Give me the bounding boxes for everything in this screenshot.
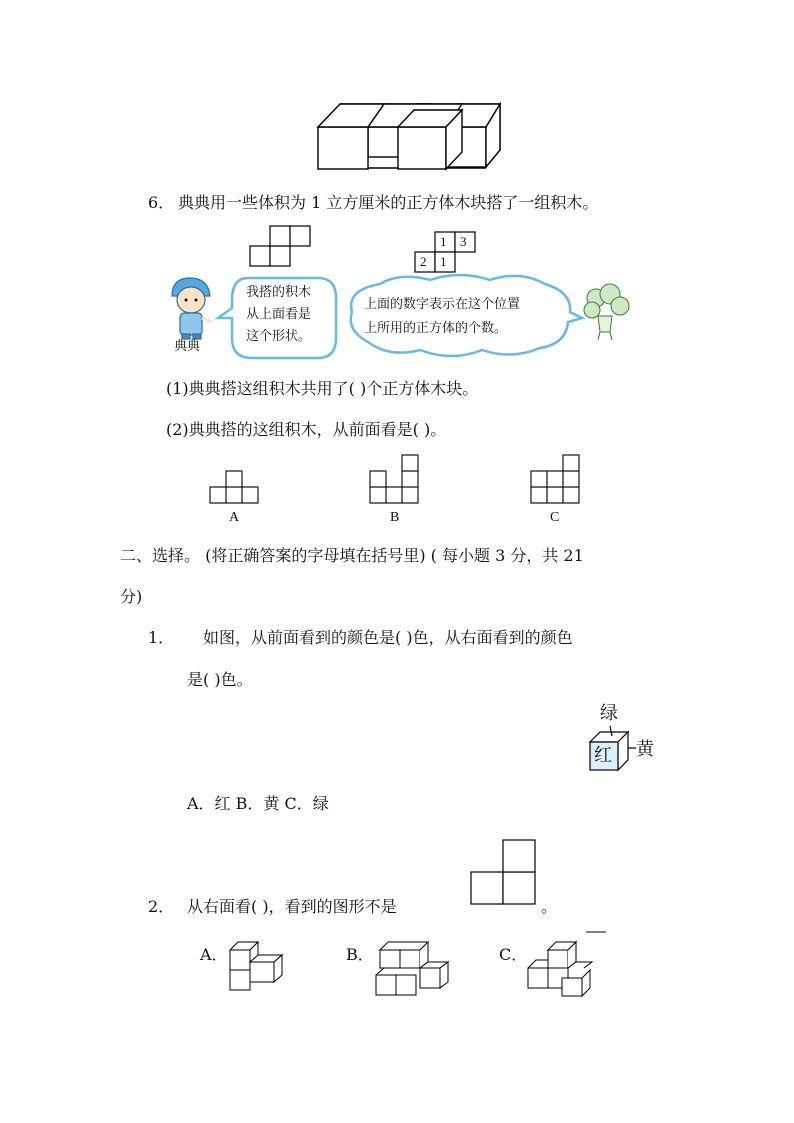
q2-option-a-label: A． xyxy=(200,945,228,964)
q6-stem: 典典用一些体积为 1 立方厘米的正方体木块搭了一组积木。 xyxy=(178,193,599,212)
section2-heading-line2: 分) xyxy=(120,587,143,606)
character-name-label: 典典 xyxy=(174,339,201,354)
cube-front-color-label: 红 xyxy=(594,745,612,766)
q2-stem-after: 。 xyxy=(541,897,558,916)
section2-heading-line1: 二、选择。 (将正确答案的字母填在括号里) ( 每小题 3 分，共 21 xyxy=(120,546,584,565)
q1-line2: 是( )色。 xyxy=(187,670,253,689)
q1-number: 1． xyxy=(148,628,175,647)
right-bubble-line2: 上所用的正方体的个数。 xyxy=(364,321,508,336)
grid-num-top-right: 3 xyxy=(460,234,467,249)
grid-num-top-middle: 1 xyxy=(440,234,447,249)
right-bubble-line1: 上面的数字表示在这个位置 xyxy=(364,297,521,312)
left-bubble-line3: 这个形状。 xyxy=(246,329,312,344)
q6-sub1: (1)典典搭这组积木共用了( )个正方体木块。 xyxy=(166,379,479,398)
q6-number: 6． xyxy=(148,193,175,212)
left-bubble-line1: 我搭的积木 xyxy=(246,285,312,300)
q1-options: A．红 B．黄 C．绿 xyxy=(187,794,329,813)
grid-num-bottom-middle: 1 xyxy=(440,254,447,269)
cube-top-color-label: 绿 xyxy=(600,703,618,724)
q2-number: 2． xyxy=(148,897,175,916)
q2-option-b-label: B． xyxy=(346,945,374,964)
q6-option-c-label: C xyxy=(550,510,560,525)
q2-stem-before: 从右面看( )，看到的图形不是 xyxy=(187,897,397,916)
q1-line1: 如图，从前面看到的颜色是( )色，从右面看到的颜色 xyxy=(203,628,573,647)
left-bubble-line2: 从上面看是 xyxy=(246,307,312,322)
cube-right-color-label: 黄 xyxy=(636,739,654,760)
q6-sub2: (2)典典搭的这组积木，从前面看是( )。 xyxy=(166,420,447,439)
q6-option-a-label: A xyxy=(229,510,240,525)
grid-num-bottom-left: 2 xyxy=(420,254,427,269)
q6-option-b-label: B xyxy=(390,510,400,525)
q2-option-c-label: C． xyxy=(499,945,528,964)
